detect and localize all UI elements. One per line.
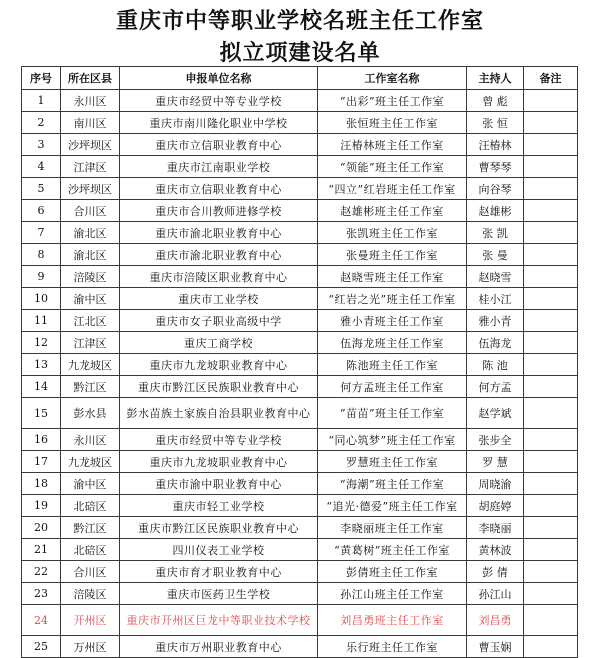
table-row [22, 244, 578, 266]
cell-unit: 重庆市渝中职业教育中心 [120, 473, 318, 495]
cell-district: 江津区 [61, 332, 120, 354]
cell-host: 赵晓雪 [467, 266, 524, 288]
cell-host: 刘昌勇 [467, 605, 524, 636]
cell-studio: “四立”红岩班主任工作室 [318, 178, 467, 200]
cell-studio: “苗苗”班主任工作室 [318, 398, 467, 429]
cell-unit: 重庆市渝北职业教育中心 [120, 222, 318, 244]
document-title: 重庆市中等职业学校名班主任工作室 [115, 9, 484, 34]
cell-host: 李晓丽 [467, 517, 524, 539]
cell-district: 彭水县 [61, 398, 120, 429]
cell-host: 汪椿林 [467, 134, 524, 156]
cell-note [524, 332, 578, 354]
cell-note [524, 354, 578, 376]
cell-no: 1 [22, 90, 61, 112]
cell-unit: 重庆市九龙坡职业教育中心 [120, 354, 318, 376]
cell-host: 向谷琴 [467, 178, 524, 200]
table-row [22, 134, 578, 156]
cell-studio: 张恒班主任工作室 [318, 112, 467, 134]
table-row [22, 473, 578, 495]
cell-note [524, 178, 578, 200]
cell-note [524, 539, 578, 561]
cell-no: 15 [22, 398, 61, 429]
table-body [22, 90, 578, 658]
cell-unit: 重庆工商学校 [120, 332, 318, 354]
cell-district: 渝中区 [61, 473, 120, 495]
cell-note [524, 112, 578, 134]
cell-unit: 重庆市涪陵区职业教育中心 [120, 266, 318, 288]
cell-district: 渝中区 [61, 288, 120, 310]
cell-no: 10 [22, 288, 61, 310]
cell-note [524, 561, 578, 583]
cell-studio: 雅小青班主任工作室 [318, 310, 467, 332]
header-unit: 申报单位名称 [120, 67, 318, 90]
cell-studio: 乐行班主任工作室 [318, 636, 467, 658]
cell-no: 17 [22, 451, 61, 473]
cell-no: 24 [22, 605, 61, 636]
table-row [22, 90, 578, 112]
cell-no: 4 [22, 156, 61, 178]
table-row [22, 583, 578, 605]
cell-host: 胡庭婷 [467, 495, 524, 517]
cell-host: 彭 倩 [467, 561, 524, 583]
cell-no: 21 [22, 539, 61, 561]
cell-note [524, 288, 578, 310]
cell-host: 张步全 [467, 429, 524, 451]
cell-studio: “追光·德爱”班主任工作室 [318, 495, 467, 517]
cell-studio: 陈池班主任工作室 [318, 354, 467, 376]
cell-no: 23 [22, 583, 61, 605]
cell-unit: 彭水苗族土家族自治县职业教育中心 [120, 398, 318, 429]
cell-host: 曹玉娴 [467, 636, 524, 658]
table-row [22, 200, 578, 222]
cell-studio: 李晓丽班主任工作室 [318, 517, 467, 539]
cell-no: 14 [22, 376, 61, 398]
cell-unit: 重庆市立信职业教育中心 [120, 134, 318, 156]
cell-district: 北碚区 [61, 495, 120, 517]
cell-studio: “同心筑梦”班主任工作室 [318, 429, 467, 451]
cell-no: 6 [22, 200, 61, 222]
cell-host: 黄林波 [467, 539, 524, 561]
cell-studio: “黄葛树”班主任工作室 [318, 539, 467, 561]
table-row [22, 561, 578, 583]
cell-host: 雅小青 [467, 310, 524, 332]
cell-studio: 张凯班主任工作室 [318, 222, 467, 244]
cell-studio: 孙江山班主任工作室 [318, 583, 467, 605]
cell-host: 伍海龙 [467, 332, 524, 354]
table-row [22, 517, 578, 539]
cell-note [524, 156, 578, 178]
document-subtitle: 拟立项建设名单 [219, 41, 381, 66]
cell-no: 2 [22, 112, 61, 134]
cell-unit: 重庆市江南职业学校 [120, 156, 318, 178]
cell-district: 沙坪坝区 [61, 178, 120, 200]
cell-host: 周晓渝 [467, 473, 524, 495]
cell-district: 江津区 [61, 156, 120, 178]
cell-no: 16 [22, 429, 61, 451]
cell-host: 曹琴琴 [467, 156, 524, 178]
cell-unit: 重庆市女子职业高级中学 [120, 310, 318, 332]
cell-note [524, 398, 578, 429]
table-row [22, 495, 578, 517]
cell-studio: “出彩”班主任工作室 [318, 90, 467, 112]
cell-unit: 四川仪表工业学校 [120, 539, 318, 561]
cell-district: 沙坪坝区 [61, 134, 120, 156]
cell-note [524, 429, 578, 451]
cell-district: 黔江区 [61, 376, 120, 398]
cell-district: 黔江区 [61, 517, 120, 539]
table-row [22, 376, 578, 398]
table-row [22, 178, 578, 200]
cell-studio: 刘昌勇班主任工作室 [318, 605, 467, 636]
cell-note [524, 583, 578, 605]
cell-note [524, 134, 578, 156]
table-row [22, 332, 578, 354]
cell-no: 20 [22, 517, 61, 539]
cell-note [524, 517, 578, 539]
cell-no: 25 [22, 636, 61, 658]
cell-no: 9 [22, 266, 61, 288]
cell-note [524, 605, 578, 636]
table-row [22, 156, 578, 178]
cell-no: 5 [22, 178, 61, 200]
cell-note [524, 636, 578, 658]
header-district: 所在区县 [61, 67, 120, 90]
cell-note [524, 376, 578, 398]
cell-unit: 重庆市工业学校 [120, 288, 318, 310]
cell-unit: 重庆市医药卫生学校 [120, 583, 318, 605]
cell-studio: 伍海龙班主任工作室 [318, 332, 467, 354]
cell-district: 九龙坡区 [61, 354, 120, 376]
cell-host: 曾 彪 [467, 90, 524, 112]
cell-host: 孙江山 [467, 583, 524, 605]
cell-unit: 重庆市经贸中等专业学校 [120, 429, 318, 451]
roster-table [21, 66, 578, 658]
table-row [22, 288, 578, 310]
cell-host: 赵学斌 [467, 398, 524, 429]
cell-unit: 重庆市九龙坡职业教育中心 [120, 451, 318, 473]
cell-studio: 张曼班主任工作室 [318, 244, 467, 266]
cell-district: 江北区 [61, 310, 120, 332]
cell-studio: “红岩之光”班主任工作室 [318, 288, 467, 310]
cell-no: 7 [22, 222, 61, 244]
cell-no: 18 [22, 473, 61, 495]
table-row [22, 266, 578, 288]
cell-note [524, 451, 578, 473]
cell-studio: 赵雄彬班主任工作室 [318, 200, 467, 222]
cell-district: 涪陵区 [61, 266, 120, 288]
header-no: 序号 [22, 67, 61, 90]
cell-note [524, 90, 578, 112]
table-row [22, 636, 578, 658]
cell-note [524, 266, 578, 288]
cell-district: 渝北区 [61, 222, 120, 244]
cell-district: 永川区 [61, 429, 120, 451]
cell-no: 22 [22, 561, 61, 583]
cell-district: 开州区 [61, 605, 120, 636]
cell-unit: 重庆市轻工业学校 [120, 495, 318, 517]
cell-studio: 罗慧班主任工作室 [318, 451, 467, 473]
cell-unit: 重庆市经贸中等专业学校 [120, 90, 318, 112]
cell-note [524, 200, 578, 222]
table-row [22, 398, 578, 429]
cell-district: 九龙坡区 [61, 451, 120, 473]
cell-unit: 重庆市育才职业教育中心 [120, 561, 318, 583]
header-row [22, 67, 578, 90]
cell-no: 12 [22, 332, 61, 354]
cell-district: 万州区 [61, 636, 120, 658]
cell-unit: 重庆市渝北职业教育中心 [120, 244, 318, 266]
cell-district: 合川区 [61, 200, 120, 222]
cell-no: 3 [22, 134, 61, 156]
cell-studio: “海潮”班主任工作室 [318, 473, 467, 495]
table-row [22, 310, 578, 332]
cell-unit: 重庆市立信职业教育中心 [120, 178, 318, 200]
cell-studio: 何方孟班主任工作室 [318, 376, 467, 398]
cell-unit: 重庆市开州区巨龙中等职业技术学校 [120, 605, 318, 636]
header-host: 主持人 [467, 67, 524, 90]
cell-studio: 汪椿林班主任工作室 [318, 134, 467, 156]
table-row [22, 451, 578, 473]
cell-district: 北碚区 [61, 539, 120, 561]
cell-host: 桂小江 [467, 288, 524, 310]
table-row [22, 222, 578, 244]
cell-host: 陈 池 [467, 354, 524, 376]
cell-unit: 重庆市黔江区民族职业教育中心 [120, 517, 318, 539]
header-studio: 工作室名称 [318, 67, 467, 90]
cell-no: 13 [22, 354, 61, 376]
cell-unit: 重庆市万州职业教育中心 [120, 636, 318, 658]
table-row [22, 539, 578, 561]
cell-no: 19 [22, 495, 61, 517]
table-row [22, 112, 578, 134]
cell-host: 赵雄彬 [467, 200, 524, 222]
cell-district: 渝北区 [61, 244, 120, 266]
cell-district: 涪陵区 [61, 583, 120, 605]
cell-unit: 重庆市合川教师进修学校 [120, 200, 318, 222]
cell-studio: 赵晓雪班主任工作室 [318, 266, 467, 288]
cell-note [524, 244, 578, 266]
cell-district: 永川区 [61, 90, 120, 112]
cell-host: 张 凯 [467, 222, 524, 244]
cell-note [524, 310, 578, 332]
cell-note [524, 495, 578, 517]
cell-note [524, 473, 578, 495]
cell-host: 张 曼 [467, 244, 524, 266]
cell-no: 8 [22, 244, 61, 266]
header-note: 备注 [524, 67, 578, 90]
cell-unit: 重庆市南川隆化职业中学校 [120, 112, 318, 134]
cell-host: 罗 慧 [467, 451, 524, 473]
cell-district: 合川区 [61, 561, 120, 583]
cell-host: 张 恒 [467, 112, 524, 134]
cell-no: 11 [22, 310, 61, 332]
cell-host: 何方孟 [467, 376, 524, 398]
table-row [22, 429, 578, 451]
table-row [22, 354, 578, 376]
cell-studio: 彭倩班主任工作室 [318, 561, 467, 583]
cell-district: 南川区 [61, 112, 120, 134]
cell-studio: “领能”班主任工作室 [318, 156, 467, 178]
cell-note [524, 222, 578, 244]
table-row [22, 605, 578, 636]
cell-unit: 重庆市黔江区民族职业教育中心 [120, 376, 318, 398]
